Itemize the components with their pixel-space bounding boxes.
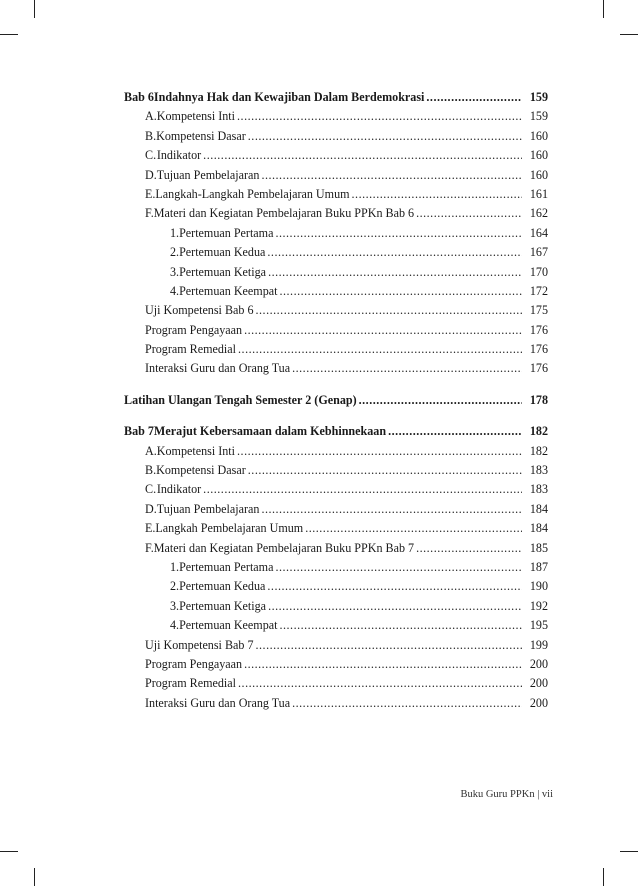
toc-entry[interactable] (124, 442, 548, 461)
toc-entry-number: Bab 7 (124, 424, 154, 439)
toc-entry-label: Interaksi Guru dan Orang Tua (145, 361, 291, 376)
toc-page-number: 195 (529, 618, 548, 633)
toc-entry-number: E. (145, 186, 156, 201)
toc-leader-dots (275, 558, 522, 577)
toc-entry-label: Pertemuan Keempat (179, 283, 278, 298)
toc-leader-dots (416, 539, 522, 558)
toc-leader-dots (244, 321, 522, 340)
toc-entry[interactable] (124, 166, 548, 185)
toc-subentry[interactable] (124, 577, 548, 596)
toc-entry-label: Langkah-Langkah Pembelajaran Umum (155, 186, 350, 201)
toc-page-number: 182 (529, 443, 548, 458)
toc-page-number: 170 (529, 264, 548, 279)
toc-page-number: 200 (529, 656, 548, 671)
toc-entry-label: Program Remedial (145, 676, 237, 691)
toc-page-number: 184 (529, 501, 548, 516)
toc-entry-number: 3. (170, 264, 180, 279)
toc-leader-dots (261, 500, 522, 519)
toc-page-number: 162 (529, 206, 548, 221)
toc-leader-dots (292, 359, 522, 378)
toc-entry-label: Kompetensi Dasar (156, 128, 246, 143)
toc-subentry[interactable] (124, 558, 548, 577)
toc-leader-dots (256, 301, 523, 320)
toc-entry-label: Uji Kompetensi Bab 6 (145, 303, 254, 318)
toc-leader-dots (203, 146, 522, 165)
toc-entry-number: E. (145, 521, 156, 536)
toc-entry-number: Bab 6 (124, 90, 154, 104)
toc-page-number: 190 (529, 579, 548, 594)
crop-mark (620, 851, 638, 852)
toc-leader-dots (248, 461, 522, 480)
toc-entry-label: Indahnya Hak dan Kewajiban Dalam Berdemokrasi (153, 90, 425, 104)
toc-page-number: 182 (529, 424, 548, 439)
toc-entry-label: Tujuan Pembelajaran (156, 501, 260, 516)
toc-subentry[interactable] (124, 616, 548, 635)
toc-entry[interactable] (124, 636, 548, 655)
toc-page-number: 185 (529, 540, 548, 555)
toc-page-number: 172 (529, 283, 548, 298)
toc-entry-label: Pertemuan Keempat (179, 618, 278, 633)
toc-leader-dots (248, 127, 522, 146)
toc-entry[interactable] (124, 480, 548, 499)
toc-entry-label: Pertemuan Ketiga (179, 264, 267, 279)
section-heading[interactable] (124, 391, 548, 410)
toc-leader-dots (238, 340, 522, 359)
toc-entry[interactable] (124, 321, 548, 340)
toc-entry-label: Pertemuan Kedua (179, 579, 266, 594)
toc-entry-number: C. (145, 148, 157, 163)
crop-mark (34, 0, 35, 18)
toc-page-number: 176 (529, 322, 548, 337)
toc-leader-dots (352, 185, 522, 204)
table-of-contents (124, 88, 548, 713)
toc-entry-number: D. (145, 501, 157, 516)
toc-entry-label: Langkah Pembelajaran Umum (155, 521, 304, 536)
crop-mark (603, 868, 604, 886)
toc-leader-dots (238, 674, 522, 693)
toc-page-number: 192 (529, 598, 548, 613)
toc-page-number: 160 (529, 128, 548, 143)
toc-page-number: 160 (529, 148, 548, 163)
toc-entry[interactable] (124, 461, 548, 480)
toc-entry-number: F. (145, 540, 154, 555)
toc-entry-label: Pertemuan Ketiga (179, 598, 267, 613)
toc-entry-number: 1. (170, 559, 180, 574)
toc-entry-number: F. (145, 206, 154, 221)
toc-entry[interactable] (124, 185, 548, 204)
toc-page-number: 161 (529, 186, 548, 201)
toc-entry-label: Kompetensi Inti (156, 109, 236, 124)
toc-entry[interactable] (124, 204, 548, 223)
toc-entry-label: Materi dan Kegiatan Pembelajaran Buku PPKn Bab 7 (153, 540, 415, 555)
toc-entry-number: 2. (170, 579, 180, 594)
toc-entry[interactable] (124, 519, 548, 538)
toc-entry[interactable] (124, 655, 548, 674)
toc-page-number: 200 (529, 695, 548, 710)
toc-leader-dots (426, 88, 522, 107)
toc-entry-number: A. (145, 109, 157, 124)
crop-mark (34, 868, 35, 886)
toc-entry-label: Indikator (156, 482, 202, 497)
toc-entry-label: Indikator (156, 148, 202, 163)
page-footer: Buku Guru PPKn | vii (460, 789, 553, 800)
toc-entry-label: Kompetensi Inti (156, 443, 236, 458)
toc-entry-number: B. (145, 463, 157, 478)
toc-leader-dots (237, 442, 522, 461)
toc-leader-dots (268, 263, 522, 282)
crop-mark (0, 851, 18, 852)
chapter-heading[interactable] (124, 88, 548, 107)
toc-entry-label: Kompetensi Dasar (156, 463, 246, 478)
toc-entry-label: Pertemuan Pertama (179, 559, 274, 574)
toc-leader-dots (275, 224, 522, 243)
toc-entry[interactable] (124, 340, 548, 359)
crop-mark (0, 34, 18, 35)
toc-entry[interactable] (124, 127, 548, 146)
toc-entry-label: Program Remedial (145, 342, 237, 357)
toc-entry-number: 2. (170, 245, 180, 260)
toc-leader-dots (244, 655, 522, 674)
toc-entry-label: Tujuan Pembelajaran (156, 167, 260, 182)
toc-entry-label: Merajut Kebersamaan dalam Kebhinnekaan (153, 424, 387, 439)
toc-entry-number: 3. (170, 598, 180, 613)
toc-subentry[interactable] (124, 243, 548, 262)
section-gap (124, 379, 548, 391)
crop-mark (603, 0, 604, 18)
toc-page-number: 187 (529, 559, 548, 574)
toc-entry[interactable] (124, 500, 548, 519)
toc-page-number: 175 (529, 303, 548, 318)
toc-entry-number: D. (145, 167, 157, 182)
toc-page-number: 176 (529, 361, 548, 376)
toc-page-number: 164 (529, 225, 548, 240)
toc-entry-label: Program Pengayaan (145, 322, 243, 337)
toc-page-number: 183 (529, 482, 548, 497)
toc-leader-dots (237, 107, 522, 126)
toc-leader-dots (388, 422, 522, 441)
toc-entry-number: A. (145, 443, 157, 458)
toc-page-number: 200 (529, 676, 548, 691)
toc-entry-label: Interaksi Guru dan Orang Tua (145, 695, 291, 710)
toc-entry-label: Latihan Ulangan Tengah Semester 2 (Genap) (124, 392, 357, 407)
toc-page-number: 199 (529, 637, 548, 652)
toc-entry-label: Materi dan Kegiatan Pembelajaran Buku PPKn Bab 6 (153, 206, 415, 221)
toc-entry-label: Pertemuan Pertama (179, 225, 274, 240)
chapter-heading[interactable] (124, 422, 548, 441)
toc-entry-number: 1. (170, 225, 180, 240)
toc-entry-number: B. (145, 128, 157, 143)
toc-subentry[interactable] (124, 282, 548, 301)
toc-entry[interactable] (124, 539, 548, 558)
toc-leader-dots (203, 480, 522, 499)
toc-entry[interactable] (124, 301, 548, 320)
toc-page-number: 160 (529, 167, 548, 182)
toc-entry-number: C. (145, 482, 157, 497)
toc-leader-dots (279, 282, 522, 301)
toc-page-number: 183 (529, 463, 548, 478)
toc-leader-dots (416, 204, 522, 223)
toc-leader-dots (268, 597, 522, 616)
toc-entry[interactable] (124, 694, 548, 713)
toc-page-number: 167 (529, 245, 548, 260)
toc-entry-number: 4. (170, 283, 180, 298)
toc-page-number: 159 (529, 109, 548, 124)
toc-subentry[interactable] (124, 263, 548, 282)
toc-leader-dots (305, 519, 522, 538)
toc-entry-label: Program Pengayaan (145, 656, 243, 671)
toc-leader-dots (292, 694, 522, 713)
toc-entry-label: Uji Kompetensi Bab 7 (145, 637, 254, 652)
toc-entry[interactable] (124, 146, 548, 165)
toc-page-number: 176 (529, 342, 548, 357)
crop-mark (620, 34, 638, 35)
toc-entry-label: Pertemuan Kedua (179, 245, 266, 260)
toc-leader-dots (267, 577, 522, 596)
toc-leader-dots (267, 243, 522, 262)
toc-leader-dots (261, 166, 522, 185)
toc-page-number: 184 (529, 521, 548, 536)
toc-leader-dots (256, 636, 523, 655)
toc-leader-dots (359, 391, 522, 410)
toc-entry[interactable] (124, 674, 548, 693)
toc-entry-number: 4. (170, 618, 180, 633)
toc-subentry[interactable] (124, 597, 548, 616)
section-gap (124, 410, 548, 422)
toc-page-number: 178 (529, 392, 548, 407)
toc-leader-dots (279, 616, 522, 635)
toc-entry[interactable] (124, 107, 548, 126)
toc-subentry[interactable] (124, 224, 548, 243)
toc-entry[interactable] (124, 359, 548, 378)
toc-page-number: 159 (529, 90, 548, 104)
